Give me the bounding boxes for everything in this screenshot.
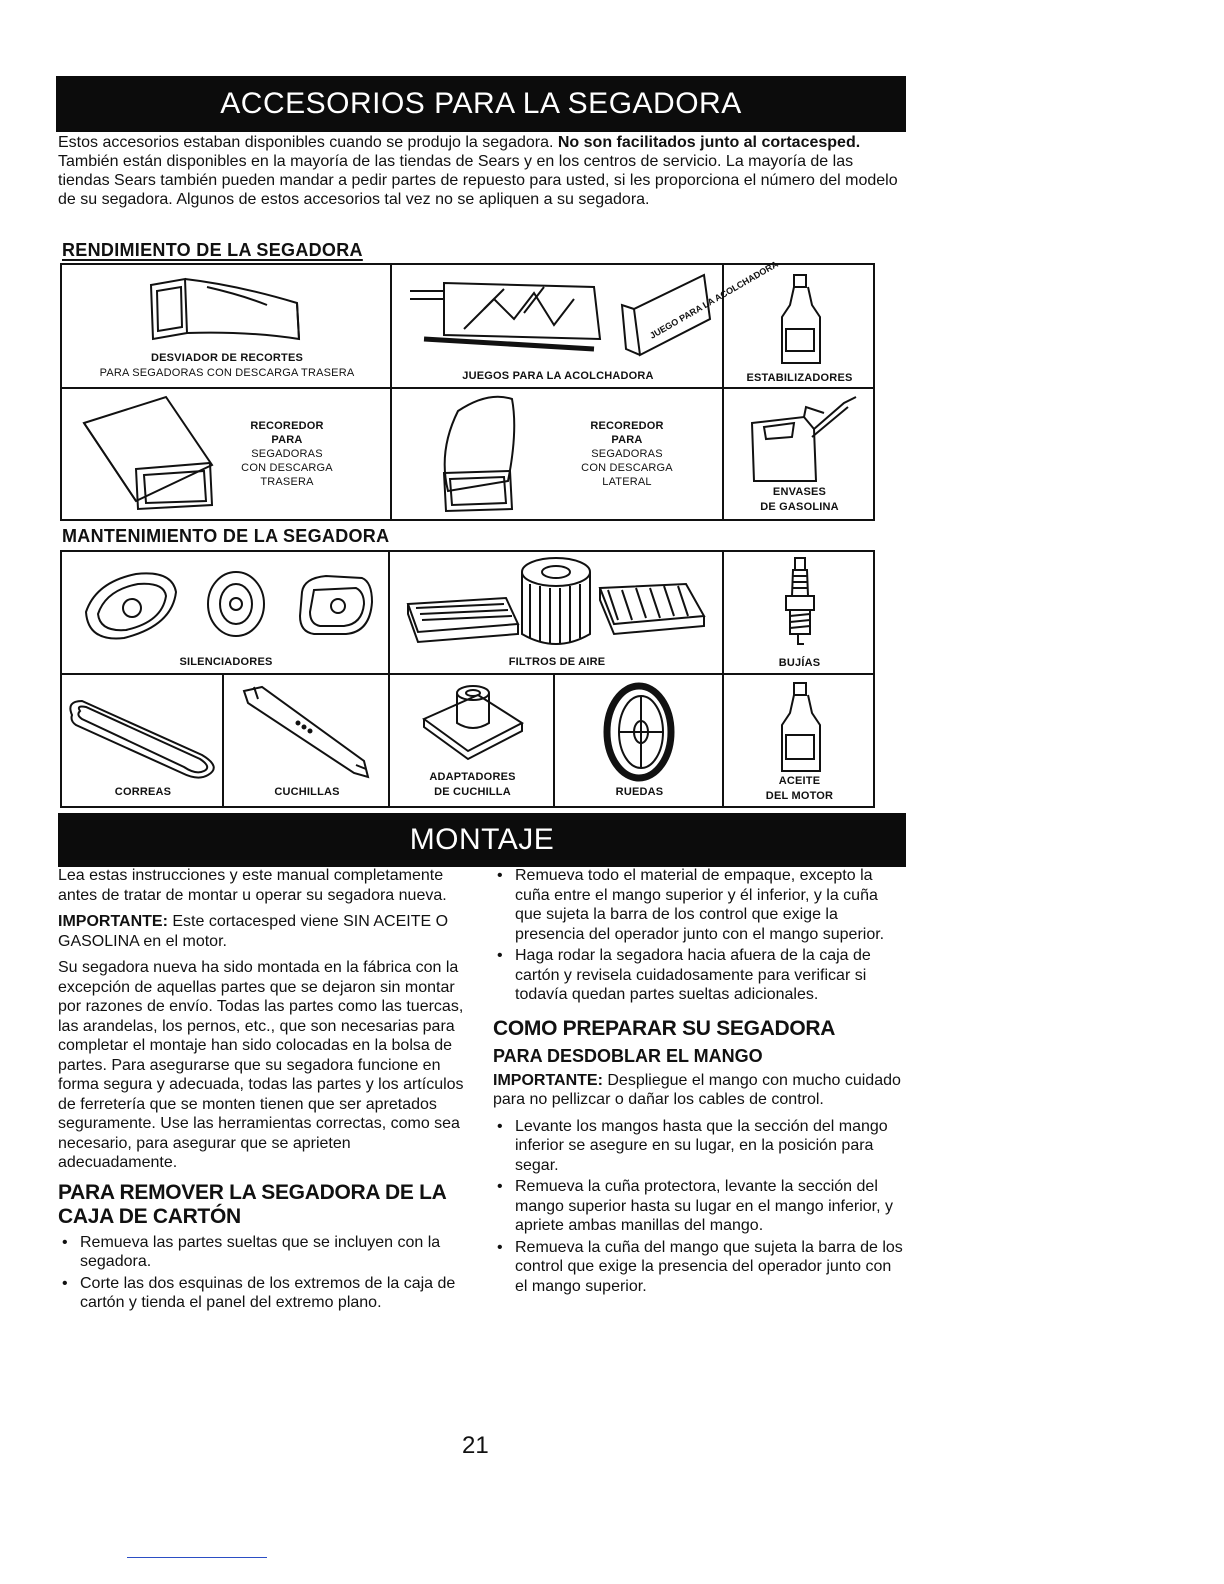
accessories-banner: ACCESORIOS PARA LA SEGADORA bbox=[56, 76, 906, 132]
footer-divider bbox=[127, 1557, 267, 1558]
side-bag-caption-2: PARA bbox=[611, 434, 643, 446]
rear-bag-caption-5: TRASERA bbox=[260, 476, 314, 488]
assembly-right-column bbox=[493, 866, 908, 1302]
important-handle-paragraph: IMPORTANTE: Despliegue el mango con mucho cuidado para no pellizcar o dañar los cables de control. bbox=[493, 1071, 901, 1108]
oil-bottle-icon bbox=[776, 679, 826, 775]
intro-bold-note: No son facilitados junto al cortacesped. bbox=[557, 134, 861, 151]
side-bag-caption-3: SEGADORAS bbox=[591, 448, 663, 460]
adapters-caption-2: DE CUCHILLA bbox=[434, 786, 511, 798]
rear-bag-caption-2: PARA bbox=[271, 434, 303, 446]
deflector-caption-1: DESVIADOR DE RECORTES bbox=[150, 352, 304, 364]
cell-spark-plugs bbox=[724, 552, 875, 675]
mufflers-caption: SILENCIADORES bbox=[179, 656, 273, 668]
cell-mufflers bbox=[62, 552, 390, 675]
maintenance-grid bbox=[60, 550, 875, 808]
mulch-kits-caption: JUEGOS PARA LA ACOLCHADORA bbox=[462, 370, 654, 382]
unpack-list bbox=[493, 866, 908, 1005]
list-item: • Corte las dos esquinas de los extremos de la caja de cartón y tienda el panel del extremo plano. bbox=[58, 1274, 468, 1313]
side-bag-caption-4: CON DESCARGA bbox=[581, 462, 673, 474]
list-item: • Remueva las partes sueltas que se incluyen con la segadora. bbox=[58, 1233, 468, 1272]
spark-plugs-caption: BUJÍAS bbox=[778, 657, 821, 669]
clipping-deflector-icon bbox=[147, 275, 307, 347]
remove-from-carton-heading: PARA REMOVER LA SEGADORA DE LA CAJA DE CARTÓN bbox=[58, 1180, 446, 1228]
air-filter-icon bbox=[396, 554, 716, 654]
side-bag-caption-5: LATERAL bbox=[602, 476, 652, 488]
cell-blades bbox=[224, 675, 390, 806]
gas-can-icon bbox=[744, 393, 864, 485]
mulch-kit-icon bbox=[404, 258, 780, 363]
cell-belts bbox=[62, 675, 224, 806]
factory-assembly-paragraph: Su segadora nueva ha sido montada en la fábrica con la excepción de aquellas partes que se dejaron sin montar por razones de envío. Todas las partes como las tuercas, las arandelas, los pernos, etc., que son necesarias para completar el montaje han sido colocadas en la bolsa de partes. Para asegurarse que su segadora funcione en forma segura y adecuada, todas las partes y los artículos de ferretería que se monten tienen que ser apretados seguramente. Use las herramientas correctas, como sea necesario, para asegurar que se aprieten adecuadamente. bbox=[58, 959, 464, 1171]
unfold-handle-list bbox=[493, 1117, 908, 1297]
side-bag-icon bbox=[428, 391, 538, 515]
oil-caption-1: ACEITE bbox=[778, 775, 821, 787]
muffler-icon bbox=[76, 562, 376, 652]
cell-mulch-kits bbox=[392, 258, 780, 389]
list-item: • Haga rodar la segadora hacia afuera de la caja de cartón y revisela cuidadosamente para verificar si todavía quedan partes sueltas adicionales. bbox=[493, 946, 908, 1005]
unfold-handle-heading: PARA DESDOBLAR EL MANGO bbox=[493, 1045, 763, 1066]
prepare-mower-heading: COMO PREPARAR SU SEGADORA bbox=[493, 1016, 836, 1040]
cell-rear-bag bbox=[62, 389, 392, 519]
page-number: 21 bbox=[462, 1432, 489, 1459]
gas-cans-caption-1: ENVASES bbox=[772, 486, 827, 498]
list-item: • Remueva todo el material de empaque, excepto la cuña entre el mango superior y él inferior, y la cuña que sujeta la barra de los control que exige la presencia del operador junto con el mango superior. bbox=[493, 866, 908, 944]
wheel-icon bbox=[599, 677, 679, 787]
important-no-oil-paragraph: IMPORTANTE: Este cortacesped viene SIN ACEITE O GASOLINA en el motor. bbox=[58, 913, 449, 950]
cell-gas-cans bbox=[724, 389, 875, 519]
maintenance-heading: MANTENIMIENTO DE LA SEGADORA bbox=[62, 526, 390, 546]
stabilizer-bottle-icon bbox=[776, 271, 826, 367]
spark-plug-icon bbox=[780, 556, 820, 652]
cell-wheels bbox=[555, 675, 724, 806]
belt-icon bbox=[62, 685, 222, 785]
list-item: • Remueva la cuña del mango que sujeta la barra de los control que exige la presencia del operador junto con el mango superior. bbox=[493, 1238, 908, 1297]
mulch-box-label: JUEGO PARA LA ACOLCHADORA bbox=[648, 258, 780, 341]
stabilizers-caption: ESTABILIZADORES bbox=[746, 372, 853, 384]
adapters-caption-1: ADAPTADORES bbox=[429, 771, 516, 783]
belts-caption: CORREAS bbox=[114, 786, 172, 798]
air-filters-caption: FILTROS DE AIRE bbox=[508, 656, 606, 668]
gas-cans-caption-2: DE GASOLINA bbox=[760, 501, 839, 513]
cell-air-filters bbox=[390, 552, 724, 675]
assembly-left-column bbox=[58, 866, 468, 1319]
side-bag-caption-1: RECOREDOR bbox=[590, 420, 664, 432]
wheels-caption: RUEDAS bbox=[615, 786, 664, 798]
cell-side-bag bbox=[392, 389, 724, 519]
blades-caption: CUCHILLAS bbox=[274, 786, 340, 798]
rear-bag-caption-3: SEGADORAS bbox=[251, 448, 323, 460]
performance-heading: RENDIMIENTO DE LA SEGADORA bbox=[62, 240, 363, 260]
read-instructions-paragraph: Lea estas instrucciones y este manual completamente antes de tratar de montar u operar su segadora nueva. bbox=[58, 867, 447, 904]
performance-grid bbox=[60, 258, 875, 521]
rear-bag-caption-1: RECOREDOR bbox=[250, 420, 324, 432]
assembly-banner: MONTAJE bbox=[58, 813, 906, 867]
oil-caption-2: DEL MOTOR bbox=[765, 790, 834, 802]
list-item: • Levante los mangos hasta que la sección del mango inferior se asegure en su lugar, en la posición para segar. bbox=[493, 1117, 908, 1176]
rear-bag-caption-4: CON DESCARGA bbox=[241, 462, 333, 474]
cell-clipping-deflector bbox=[62, 265, 392, 389]
cell-stabilizers bbox=[724, 265, 875, 389]
blade-icon bbox=[238, 681, 378, 781]
intro-paragraph: Estos accesorios estaban disponibles cuando se produjo la segadora. No son facilitados junto al cortacesped. También están disponibles en la mayoría de las tiendas de Sears y en los centros de servicio. La mayoría de las tiendas Sears también pueden mandar a pedir partes de repuesto para usted, si les proporciona el número del modelo de su segadora. Algunos de estos accesorios tal vez no se apliquen a su segadora. bbox=[58, 134, 898, 208]
remove-from-carton-list bbox=[58, 1233, 468, 1313]
list-item: • Remueva la cuña protectora, levante la sección del mango superior hasta su lugar en el mango inferior, y apriete ambas manillas del mango. bbox=[493, 1177, 908, 1236]
rear-bag-icon bbox=[76, 393, 226, 513]
blade-adapter-icon bbox=[418, 679, 528, 769]
cell-engine-oil bbox=[724, 675, 875, 806]
cell-blade-adapters bbox=[390, 675, 555, 806]
deflector-caption-2: PARA SEGADORAS CON DESCARGA TRASERA bbox=[99, 367, 355, 379]
